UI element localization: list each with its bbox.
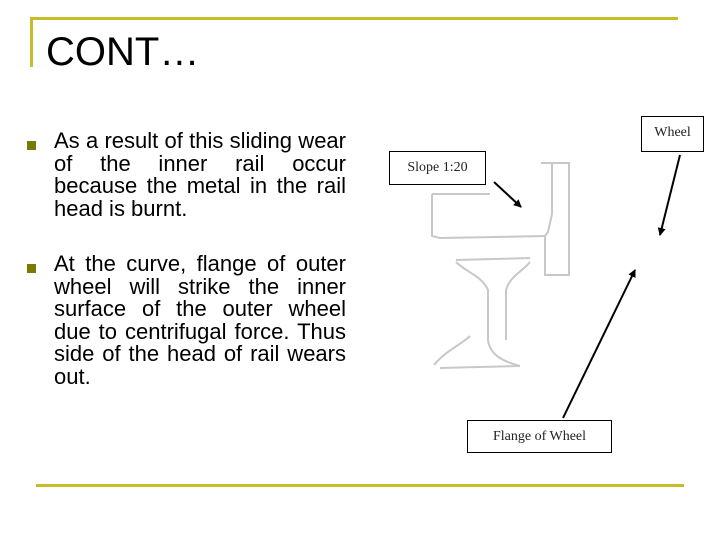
wheel-label: Wheel [641,116,704,152]
flange-of-wheel-label: Flange of Wheel [467,420,612,453]
wheel-arrow [660,155,680,235]
bullet-text: As a result of this sliding wear of the inner rail occur because the metal in the rail head is burnt. [54,128,346,221]
bottom-rule-line [36,484,684,487]
wheel-profile-outline [541,163,569,275]
bullet-text: At the curve, flange of outer wheel will strike the inner surface of the outer wheel due to centrifugal force. Thus side of the head of rail wears out. [54,251,346,389]
flange-arrow [563,270,635,418]
rail-profile-outline [432,194,546,368]
slope-label: Slope 1:20 [389,151,486,185]
slope-arrow [494,182,521,207]
slide-title: CONT… [46,30,200,74]
